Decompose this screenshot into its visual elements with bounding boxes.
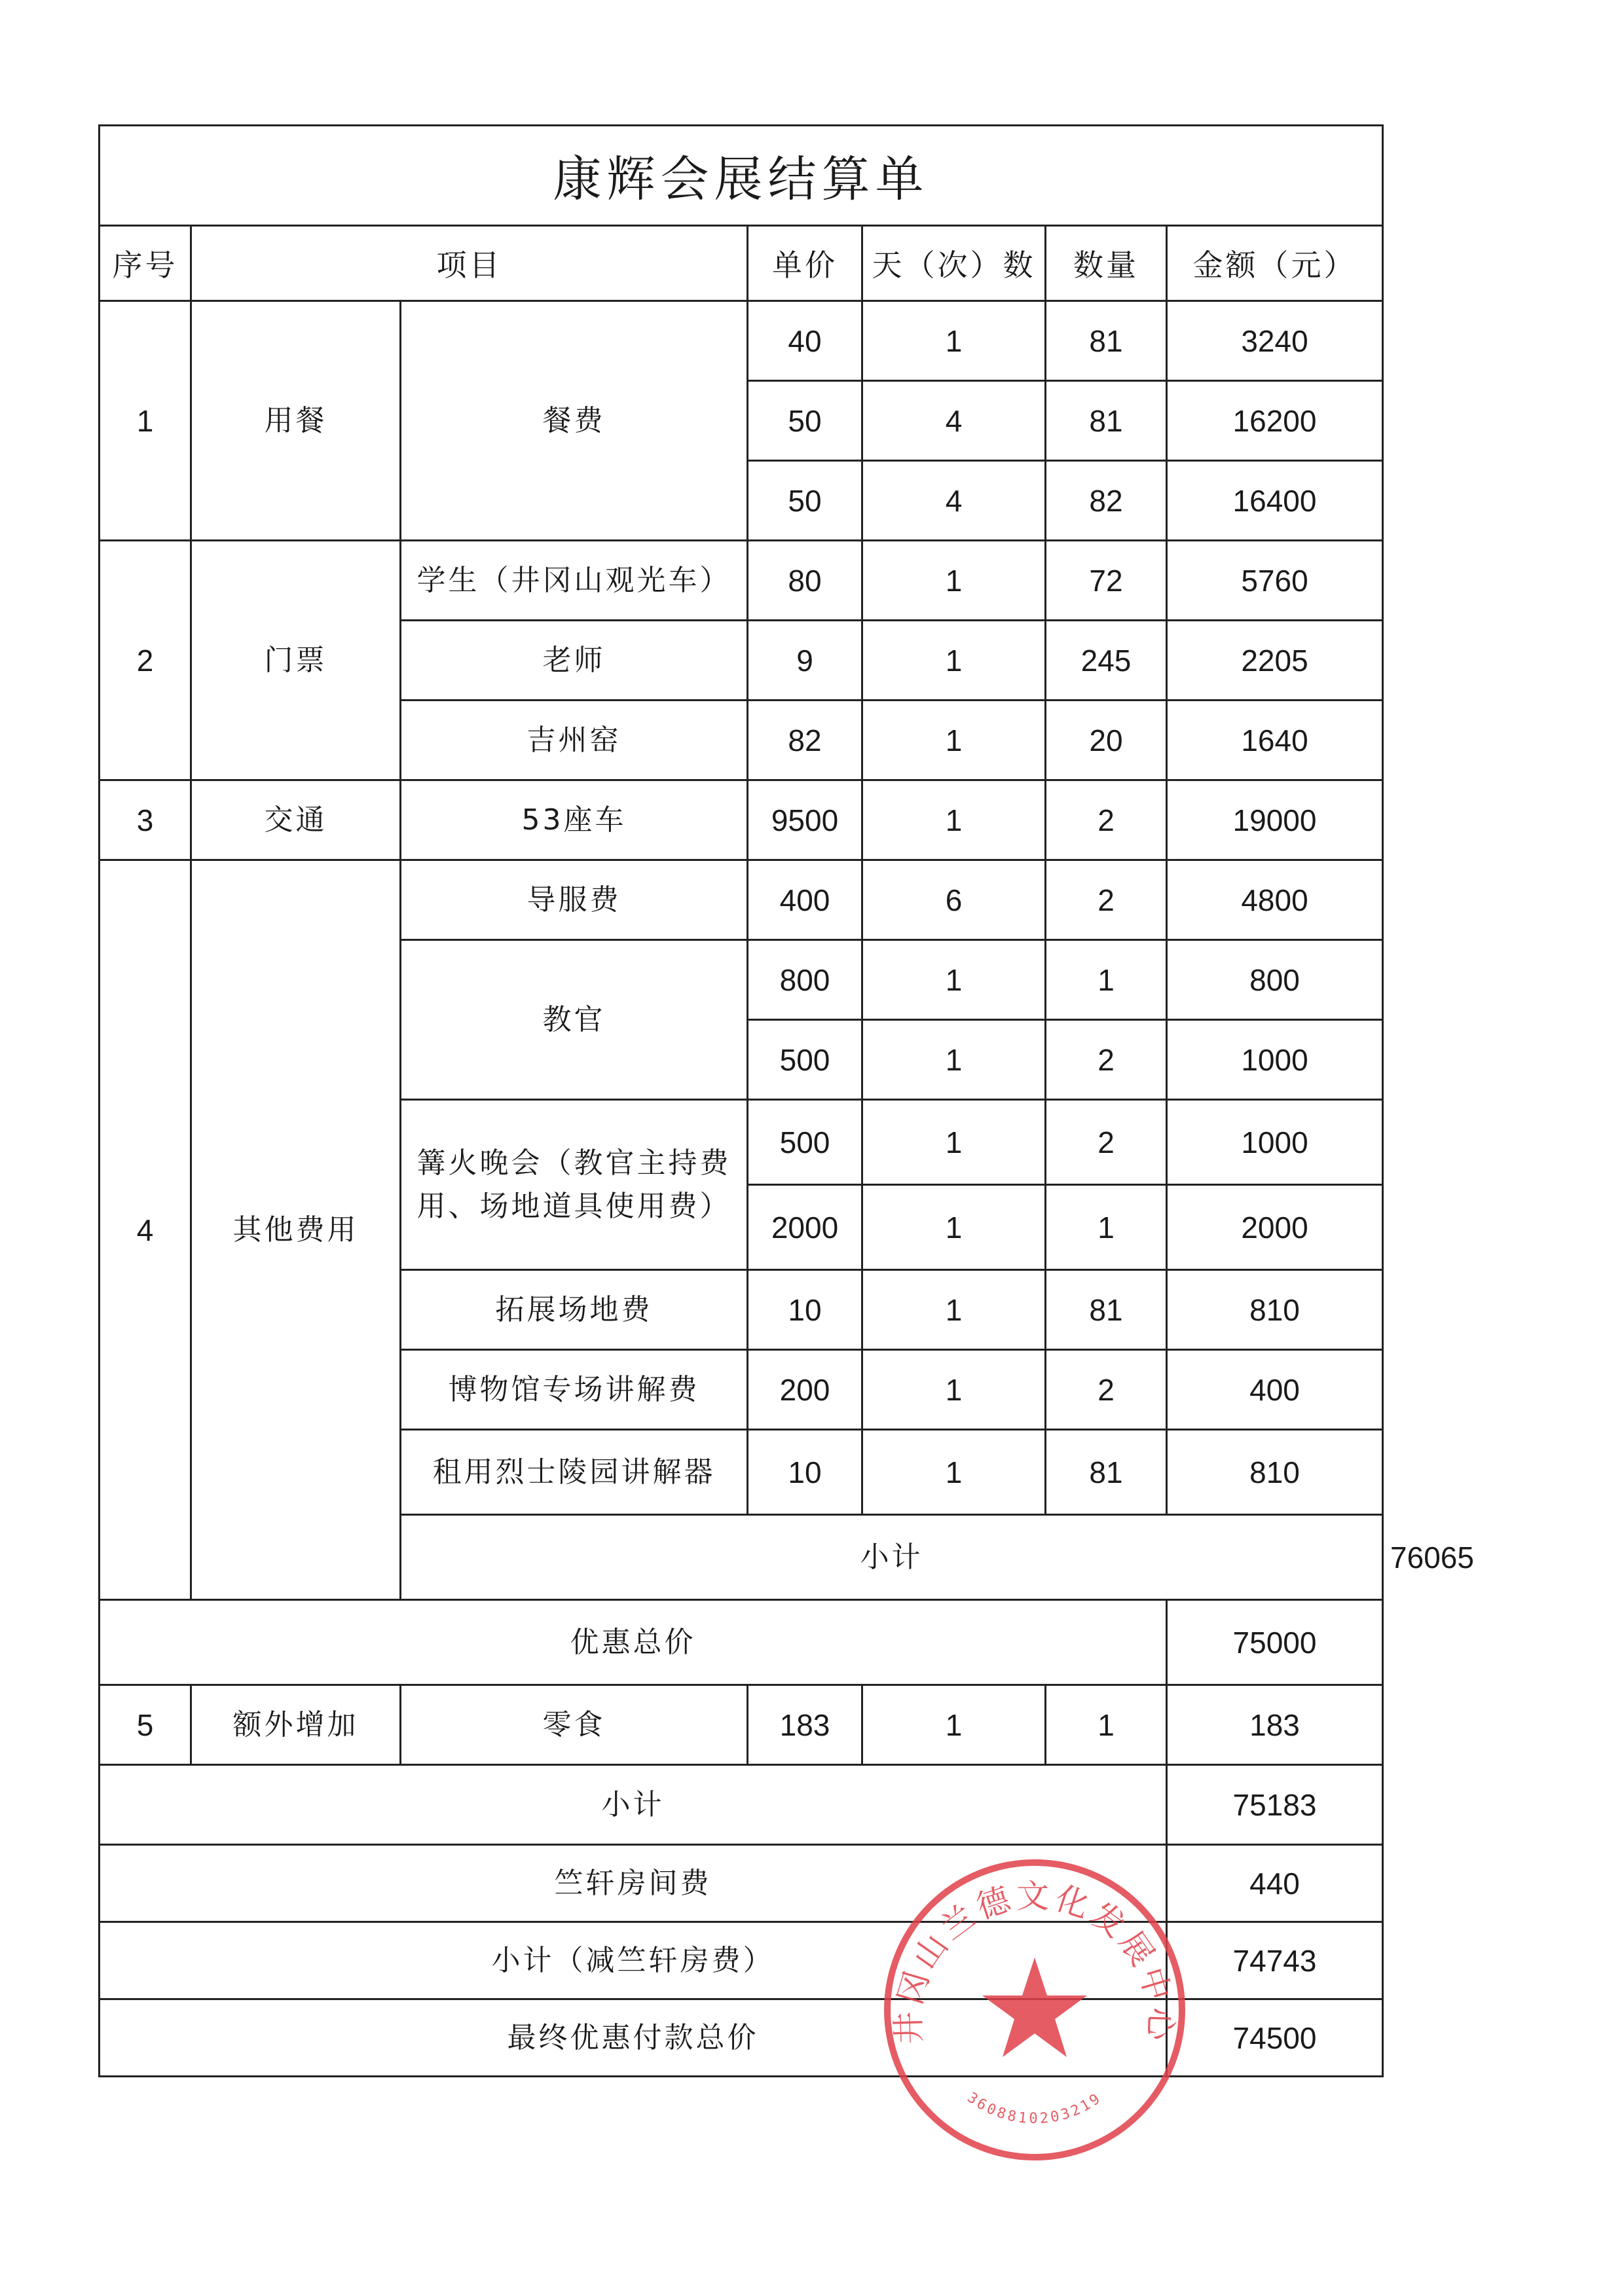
final-total-amount: 74500: [1167, 1999, 1383, 2077]
subtotal-row: [100, 1922, 1383, 1999]
amount-cell: 1640: [1167, 701, 1383, 780]
svg-text:3608810203219: [964, 2090, 1105, 2127]
price-cell: 10: [748, 1270, 862, 1350]
seq-cell: 5: [100, 1685, 191, 1765]
subtotal-label: 小计（减竺轩房费）: [100, 1922, 1167, 1999]
price-cell: 400: [748, 860, 862, 940]
qty-cell: 245: [1046, 621, 1167, 701]
amount-cell: 16400: [1167, 461, 1383, 541]
price-cell: 50: [748, 381, 862, 461]
qty-cell: 20: [1046, 701, 1167, 780]
item-cell: 篝火晚会（教官主持费用、场地道具使用费）: [401, 1100, 748, 1270]
subtotal-amount: 75183: [1167, 1765, 1383, 1845]
room-fee-amount: 440: [1167, 1845, 1383, 1922]
item-cell: 博物馆专场讲解费: [401, 1350, 748, 1430]
header-unit-price: 单价: [748, 226, 862, 301]
days-cell: 1: [862, 1270, 1046, 1350]
seq-cell: 2: [100, 541, 191, 780]
table-row: [100, 1685, 1383, 1765]
final-total-row: [100, 1999, 1383, 2077]
seq-cell: 3: [100, 780, 191, 860]
document-title: 康辉会展结算单: [100, 126, 1383, 226]
qty-cell: 81: [1046, 1430, 1167, 1515]
qty-cell: 81: [1046, 301, 1167, 381]
amount-cell: 5760: [1167, 541, 1383, 621]
amount-cell: 16200: [1167, 381, 1383, 461]
amount-cell: 1000: [1167, 1100, 1383, 1185]
days-cell: 1: [862, 1685, 1046, 1765]
header-days: 天（次）数: [862, 226, 1046, 301]
days-cell: 6: [862, 860, 1046, 940]
amount-cell: 19000: [1167, 780, 1383, 860]
settlement-table: [98, 124, 1474, 2077]
price-cell: 50: [748, 461, 862, 541]
price-cell: 9: [748, 621, 862, 701]
amount-cell: 4800: [1167, 860, 1383, 940]
header-seq: 序号: [100, 226, 191, 301]
days-cell: 1: [862, 621, 1046, 701]
seal-code: 3608810203219: [964, 2089, 1105, 2128]
days-cell: 1: [862, 940, 1046, 1020]
item-cell: 零食: [401, 1685, 748, 1765]
amount-cell: 3240: [1167, 301, 1383, 381]
price-cell: 40: [748, 301, 862, 381]
discount-label: 优惠总价: [100, 1600, 1167, 1685]
qty-cell: 72: [1046, 541, 1167, 621]
subtotal-row: [100, 1765, 1383, 1845]
days-cell: 1: [862, 701, 1046, 780]
price-cell: 80: [748, 541, 862, 621]
qty-cell: 2: [1046, 1020, 1167, 1100]
category-cell: 额外增加: [191, 1685, 401, 1765]
header-item: 项目: [191, 226, 748, 301]
qty-cell: 82: [1046, 461, 1167, 541]
price-cell: 9500: [748, 780, 862, 860]
price-cell: 2000: [748, 1185, 862, 1270]
price-cell: 183: [748, 1685, 862, 1765]
price-cell: 10: [748, 1430, 862, 1515]
days-cell: 4: [862, 381, 1046, 461]
category-cell: 交通: [191, 780, 401, 860]
category-cell: 门票: [191, 541, 401, 780]
qty-cell: 1: [1046, 1685, 1167, 1765]
seq-cell: 4: [100, 860, 191, 1600]
item-cell: 吉州窑: [401, 701, 748, 780]
final-total-label: 最终优惠付款总价: [100, 1999, 1167, 2077]
table-row: [100, 301, 1383, 381]
table-row: [100, 541, 1383, 621]
qty-cell: 1: [1046, 1185, 1167, 1270]
subtotal-label: 小计: [401, 1515, 1383, 1600]
subtotal-row: 小计 76065: [100, 1515, 1383, 1600]
item-cell: 教官: [401, 940, 748, 1100]
header-row: [100, 226, 1383, 301]
room-fee-row: [100, 1845, 1383, 1922]
seq-cell: 1: [100, 301, 191, 541]
qty-cell: 2: [1046, 1350, 1167, 1430]
qty-cell: 2: [1046, 780, 1167, 860]
days-cell: 1: [862, 1100, 1046, 1185]
amount-cell: 810: [1167, 1430, 1383, 1515]
days-cell: 1: [862, 1350, 1046, 1430]
days-cell: 1: [862, 1020, 1046, 1100]
days-cell: 4: [862, 461, 1046, 541]
amount-cell: 810: [1167, 1270, 1383, 1350]
price-cell: 200: [748, 1350, 862, 1430]
item-cell: 租用烈士陵园讲解器: [401, 1430, 748, 1515]
item-cell: 餐费: [401, 301, 748, 541]
amount-cell: 2000: [1167, 1185, 1383, 1270]
table-row: [100, 860, 1383, 940]
amount-cell: 800: [1167, 940, 1383, 1020]
amount-cell: 183: [1167, 1685, 1383, 1765]
header-quantity: 数量: [1046, 226, 1167, 301]
category-cell: 其他费用: [191, 860, 401, 1600]
discount-row: [100, 1600, 1383, 1685]
days-cell: 1: [862, 301, 1046, 381]
qty-cell: 81: [1046, 1270, 1167, 1350]
price-cell: 500: [748, 1020, 862, 1100]
table-row: [100, 780, 1383, 860]
qty-cell: 2: [1046, 1100, 1167, 1185]
days-cell: 1: [862, 1185, 1046, 1270]
amount-cell: 400: [1167, 1350, 1383, 1430]
item-cell: 53座车: [401, 780, 748, 860]
discount-amount: 75000: [1167, 1600, 1383, 1685]
item-cell: 老师: [401, 621, 748, 701]
subtotal-amount: 74743: [1167, 1922, 1383, 1999]
room-fee-label: 竺轩房间费: [100, 1845, 1167, 1922]
category-cell: 用餐: [191, 301, 401, 541]
price-cell: 500: [748, 1100, 862, 1185]
header-amount: 金额（元）: [1167, 226, 1383, 301]
item-cell: 拓展场地费: [401, 1270, 748, 1350]
price-cell: 82: [748, 701, 862, 780]
days-cell: 1: [862, 780, 1046, 860]
amount-cell: 2205: [1167, 621, 1383, 701]
settlement-sheet: [98, 124, 1474, 2077]
subtotal-label: 小计: [100, 1765, 1167, 1845]
qty-cell: 81: [1046, 381, 1167, 461]
item-cell: 学生（井冈山观光车）: [401, 541, 748, 621]
qty-cell: 2: [1046, 860, 1167, 940]
seal-text: 井冈山兰德文化发展中心: [889, 1877, 1180, 2045]
item-cell: 导服费: [401, 860, 748, 940]
qty-cell: 1: [1046, 940, 1167, 1020]
price-cell: 800: [748, 940, 862, 1020]
days-cell: 1: [862, 541, 1046, 621]
days-cell: 1: [862, 1430, 1046, 1515]
amount-cell: 1000: [1167, 1020, 1383, 1100]
